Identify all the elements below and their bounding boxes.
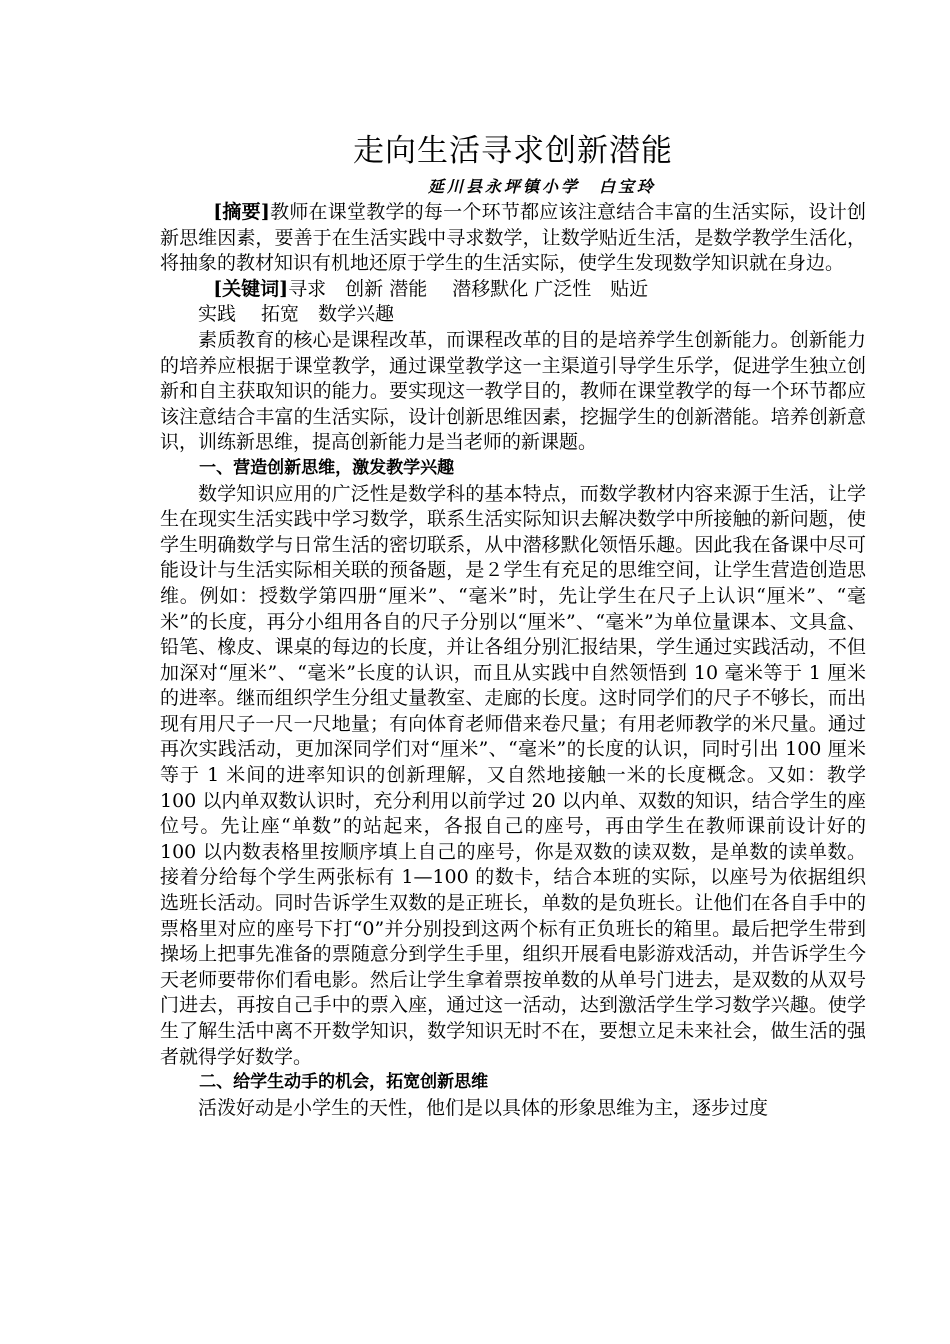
section-2-heading: 二、给学生动手的机会，拓宽创新思维: [199, 1072, 489, 1093]
abstract-text: 教师在课堂教学的每一个环节都应该注意结合丰富的生活实际，设计创新思维因素，要善于在生活实践中寻求数学，让数学贴近生活，是数学教学生活化，将抽象的教材知识有机地还原于学生的生活实际，使学生发现数学知识就在身边。: [160, 201, 866, 275]
intro-paragraph: 素质教育的核心是课程改革，而课程改革的目的是培养学生创新能力。创新能力的培养应根据于课堂教学，通过课堂教学这一主渠道引导学生乐学，促进学生独立创新和自主获取知识的能力。要实现这一教学目的，教师在课堂教学的每一个环节都应该注意结合丰富的生活实际，设计创新思维因素，挖掘学生的创新潜能。培养创新意识，训练新思维，提高创新能力是当老师的新课题。: [160, 328, 866, 454]
section-1-heading: 一、营造创新思维，激发教学兴趣: [199, 457, 455, 478]
document-author: 延川县永坪镇小学 白宝玲: [427, 177, 656, 196]
keywords-line-1: 寻求 创新 潜能 潜移默化 广泛性 贴近: [288, 277, 649, 300]
document-page: [160, 128, 866, 1121]
section-1-paragraph: 数学知识应用的广泛性是数学科的基本特点，而数学教材内容来源于生活，让学生在现实生活实践中学习数学，联系生活实际知识去解决数学中所接触的新问题，使学生明确数学与日常生活的密切联系，从中潜移默化领悟乐趣。因此我在备课中尽可能设计与生活实际相关联的预备题，是２学生有充足的思维空间，让学生营造创造思维。例如：授数学第四册“厘米”、“毫米”时，先让学生在尺子上认识“厘米”、“毫米”的长度，再分小组用各自的尺子分别以“厘米”、“毫米”为单位量课本、文具盒、铅笔、橡皮、课桌的每边的长度，并让各组分别汇报结果，学生通过实践活动，不但加深对“厘米”、“毫米”长度的认识，而且从实践中自然领悟到 10 毫米等于 1 厘米的进率。继而组织学生分组丈量教室、走廊的长度。这时同学们的尺子不够长，而出现有用尺子一尺一尺地量；有向体育老师借来卷尺量；有用老师教学的米尺量。通过再次实践活动，更加深同学们对“厘米”、“毫米”的长度的认识，同时引出 100 厘米等于 1 米间的进率知识的创新理解，又自然地接触一米的长度概念。又如：教学 100 以内单双数认识时，充分利用以前学过 20 以内单、双数的知识，结合学生的座位号。先让座“单数”的站起来，各报自己的座号，再由学生在教师课前设计好的 100 以内数表格里按顺序填上自己的座号，你是双数的读双数，是单数的读单数。接着分给每个学生两张标有 1—100 的数卡，结合本班的实际，以座号为依据组织选班长活动。同时告诉学生双数的是正班长，单数的是负班长。让他们在各自手中的票格里对应的座号下打“0”并分别投到这两个标有正负班长的箱里。最后把学生带到操场上把事先准备的票随意分到学生手里，组织开展看电影游戏活动，并告诉学生今天老师要带你们看电影。然后让学生拿着票按单数的从单号门进去，是双数的从双号门进去，再按自己手中的票入座，通过这一活动，达到激活学生学习数学兴趣。使学生了解生活中离不开数学知识，数学知识无时不在，要想立足未来社会，做生活的强者就得学好数学。: [160, 482, 866, 1068]
keywords-label: [关键词]: [213, 277, 289, 300]
keywords-paragraph: [160, 277, 866, 303]
section-2-paragraph: 活泼好动是小学生的天性，他们是以具体的形象思维为主，逐步过度: [198, 1096, 769, 1119]
document-title: 走向生活寻求创新潜能: [353, 133, 673, 169]
abstract-label: [摘要]: [213, 201, 270, 223]
abstract-paragraph: [160, 200, 866, 277]
keywords-line-2: 实践 拓宽 数学兴趣: [198, 303, 395, 326]
